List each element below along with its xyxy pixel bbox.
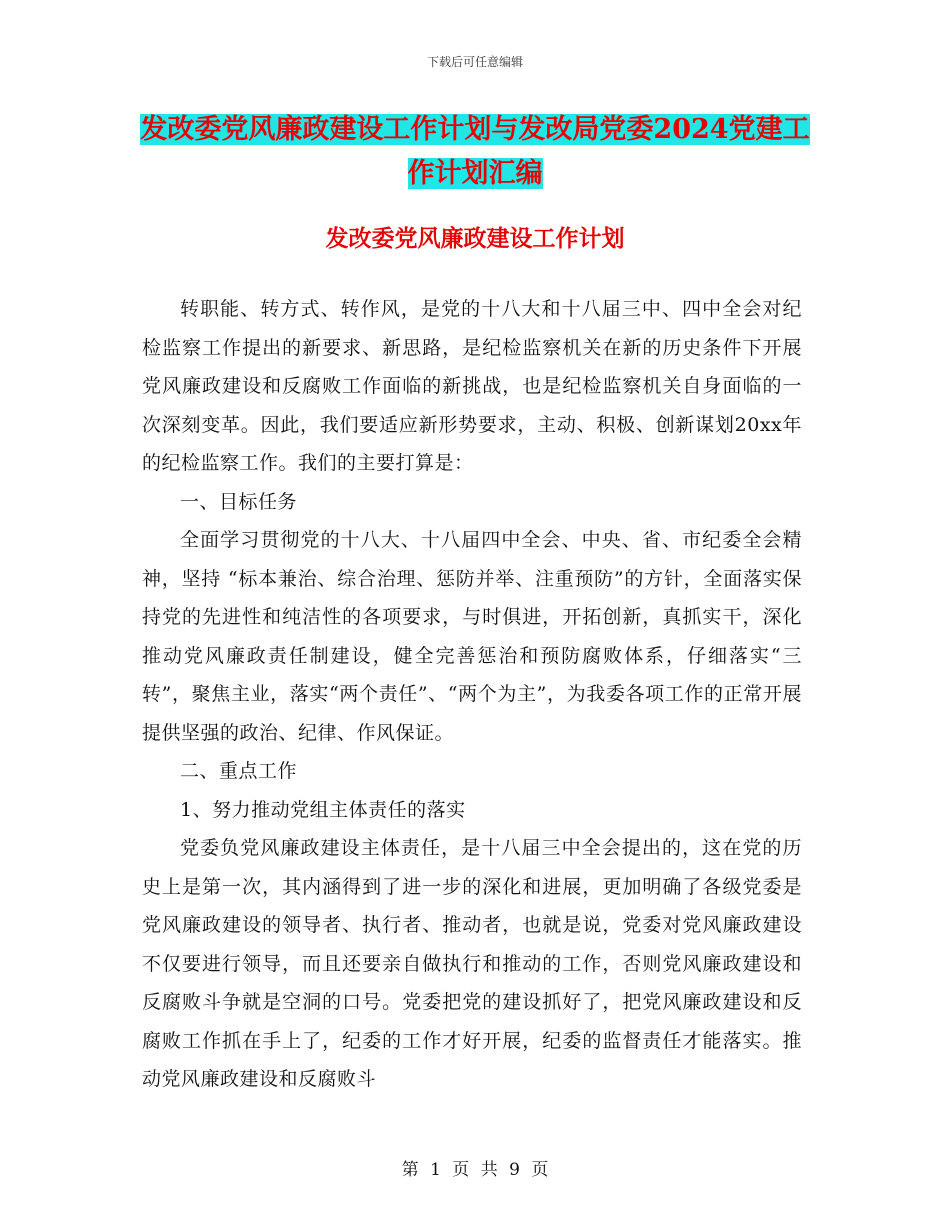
section-title: 发改委党风廉政建设工作计划 (325, 225, 625, 252)
header-note: 下载后可任意编辑 (426, 55, 523, 69)
heading-goals: 一、目标任务 (180, 490, 298, 513)
document-body (142, 290, 802, 1099)
document-title-text: 发改委党风廉政建设工作计划与发改局党委2024党建工作计划汇编 (140, 114, 810, 189)
document-title (140, 108, 810, 196)
heading-key-work: 二、重点工作 (180, 760, 298, 782)
paragraph-goals: 全面学习贯彻党的十八大、十八届四中全会、中央、省、市纪委全会精神，坚持 “标本兼治、综合治理、惩防并举、注重预防”的方针，全面落实保持党的先进性和纯洁性的各项要求，与时俱进，开拓创新，真抓实干，深化推动党风廉政责任制建设，健全完善惩治和预防腐败体系，仔细落实“三转”，聚焦主业，落实“两个责任”、“两个为主”，为我委各项工作的正常开展提供坚强的政治、纪律、作风保证。 (142, 529, 802, 744)
paragraph-intro: 转职能、转方式、转作风，是党的十八大和十八届三中、四中全会对纪检监察工作提出的新要求、新思路，是纪检监察机关在新的历史条件下开展党风廉政建设和反腐败工作面临的新挑战，也是纪检监察机关自身面临的一次深刻变革。因此，我们要适应新形势要求，主动、积极、创新谋划20xx年的纪检监察工作。我们的主要打算是： (142, 298, 802, 474)
paragraph-key-work: 党委负党风廉政建设主体责任，是十八届三中全会提出的，这在党的历史上是第一次，其内涵得到了进一步的深化和进展，更加明确了各级党委是党风廉政建设的领导者、执行者、推动者，也就是说，党委对党风廉政建设不仅要进行领导，而且还要亲自做执行和推动的工作，否则党风廉政建设和反腐败斗争就是空洞的口号。党委把党的建设抓好了，把党风廉政建设和反腐败工作抓在手上了，纪委的工作才好开展，纪委的监督责任才能落实。推动党风廉政建设和反腐败斗 (142, 837, 802, 1090)
page-footer: 第 1 页 共 9 页 (401, 1160, 549, 1180)
subheading-1: 1、努力推动党组主体责任的落实 (180, 798, 466, 821)
